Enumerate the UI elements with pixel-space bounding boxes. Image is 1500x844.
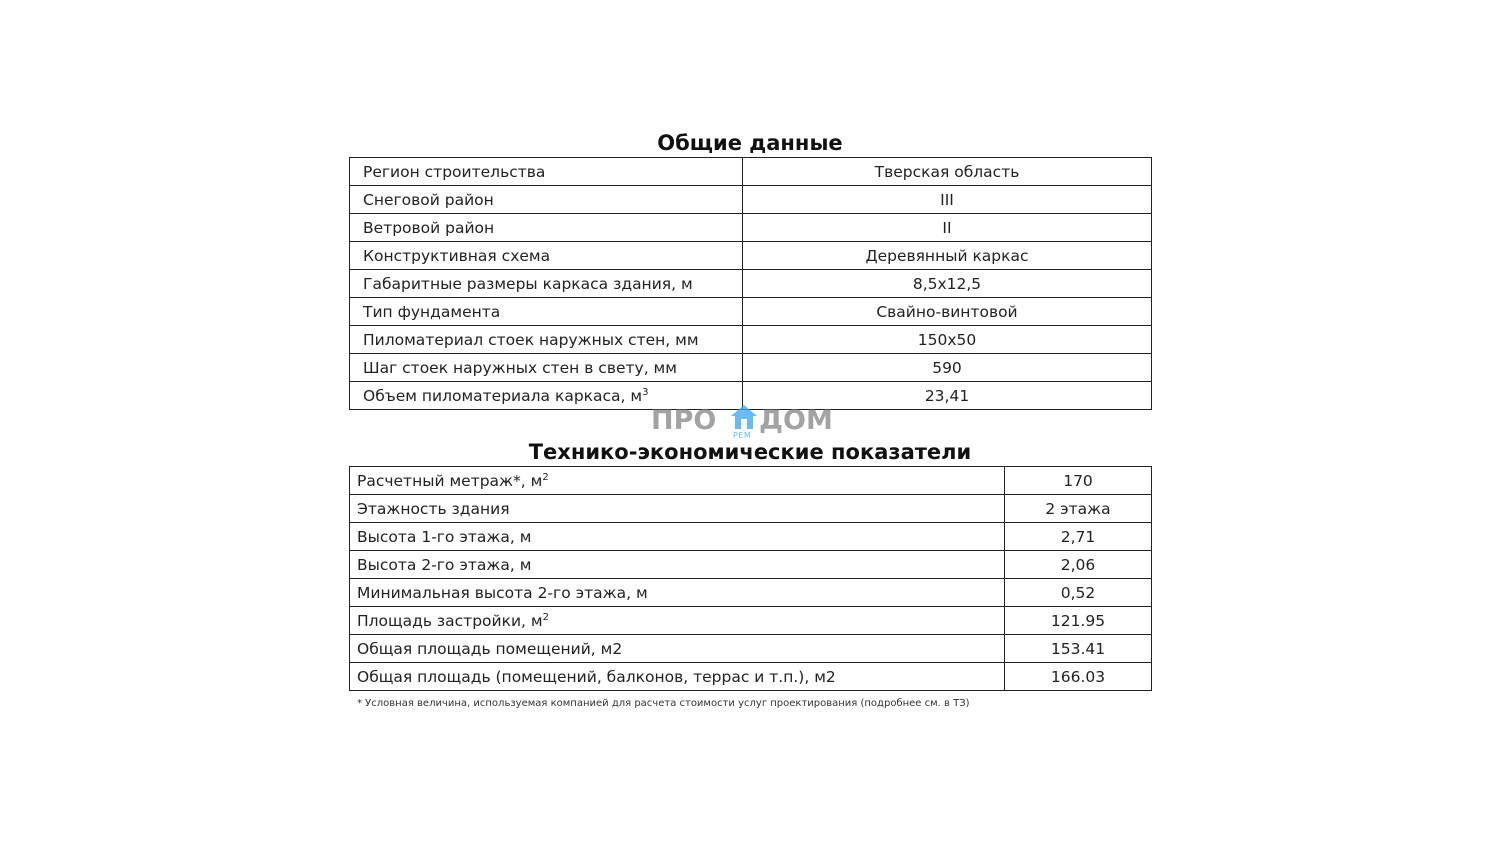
table-row (350, 663, 1152, 691)
row-label: Снеговой район (350, 186, 743, 214)
tech-economic-table (349, 466, 1152, 691)
row-value: 23,41 (743, 382, 1152, 410)
row-value: 2 этажа (1005, 495, 1152, 523)
table-row (350, 214, 1152, 242)
row-value: II (743, 214, 1152, 242)
superscript: 2 (542, 611, 549, 623)
superscript: 2 (542, 471, 549, 483)
row-value: 590 (743, 354, 1152, 382)
row-value: 153.41 (1005, 635, 1152, 663)
row-label: Общая площадь (помещений, балконов, террас и т.п.), м2 (350, 663, 1005, 691)
tech-economic-title: Технико-экономические показатели (528, 440, 972, 464)
row-value: 121.95 (1005, 607, 1152, 635)
table-row (350, 186, 1152, 214)
table-row (350, 551, 1152, 579)
row-label-text: Объем пиломатериала каркаса, м (363, 386, 643, 405)
table-row (350, 158, 1152, 186)
row-label (350, 607, 1005, 635)
general-data-title: Общие данные (657, 131, 843, 155)
row-value: 170 (1005, 467, 1152, 495)
row-label-text: Площадь застройки, м (357, 611, 543, 630)
superscript: 3 (642, 386, 649, 398)
table-row (350, 270, 1152, 298)
row-value: 8,5х12,5 (743, 270, 1152, 298)
table-row (350, 607, 1152, 635)
row-label: Габаритные размеры каркаса здания, м (350, 270, 743, 298)
row-value: 2,06 (1005, 551, 1152, 579)
table-row (350, 523, 1152, 551)
general-data-table (349, 157, 1152, 410)
footnote: * Условная величина, используемая компанией для расчета стоимости услуг проектирования (подробнее см. в ТЗ) (357, 698, 970, 709)
row-label: Регион строительства (350, 158, 743, 186)
row-value: 2,71 (1005, 523, 1152, 551)
row-value: Тверская область (743, 158, 1152, 186)
pro-dom-watermark-logo (651, 404, 851, 444)
watermark-small-text: РЕМ (733, 431, 752, 440)
table-row (350, 635, 1152, 663)
row-label-text: Расчетный метраж*, м (357, 471, 543, 490)
row-label: Тип фундамента (350, 298, 743, 326)
row-label: Этажность здания (350, 495, 1005, 523)
row-label: Высота 1-го этажа, м (350, 523, 1005, 551)
table-row (350, 495, 1152, 523)
watermark-text-right: ДОМ (759, 405, 833, 436)
row-label: Высота 2-го этажа, м (350, 551, 1005, 579)
table-row (350, 467, 1152, 495)
row-value: 150х50 (743, 326, 1152, 354)
row-label: Конструктивная схема (350, 242, 743, 270)
row-label: Ветровой район (350, 214, 743, 242)
row-value: Деревянный каркас (743, 242, 1152, 270)
table-row (350, 242, 1152, 270)
table-row (350, 326, 1152, 354)
row-label: Минимальная высота 2-го этажа, м (350, 579, 1005, 607)
house-icon (730, 404, 758, 430)
row-label: Пиломатериал стоек наружных стен, мм (350, 326, 743, 354)
row-value: 0,52 (1005, 579, 1152, 607)
watermark-text-left: ПРО (651, 405, 717, 436)
row-value: III (743, 186, 1152, 214)
table-row (350, 298, 1152, 326)
row-label: Шаг стоек наружных стен в свету, мм (350, 354, 743, 382)
table-row (350, 354, 1152, 382)
row-value: Свайно-винтовой (743, 298, 1152, 326)
row-value: 166.03 (1005, 663, 1152, 691)
table-row (350, 579, 1152, 607)
row-label (350, 467, 1005, 495)
row-label: Общая площадь помещений, м2 (350, 635, 1005, 663)
